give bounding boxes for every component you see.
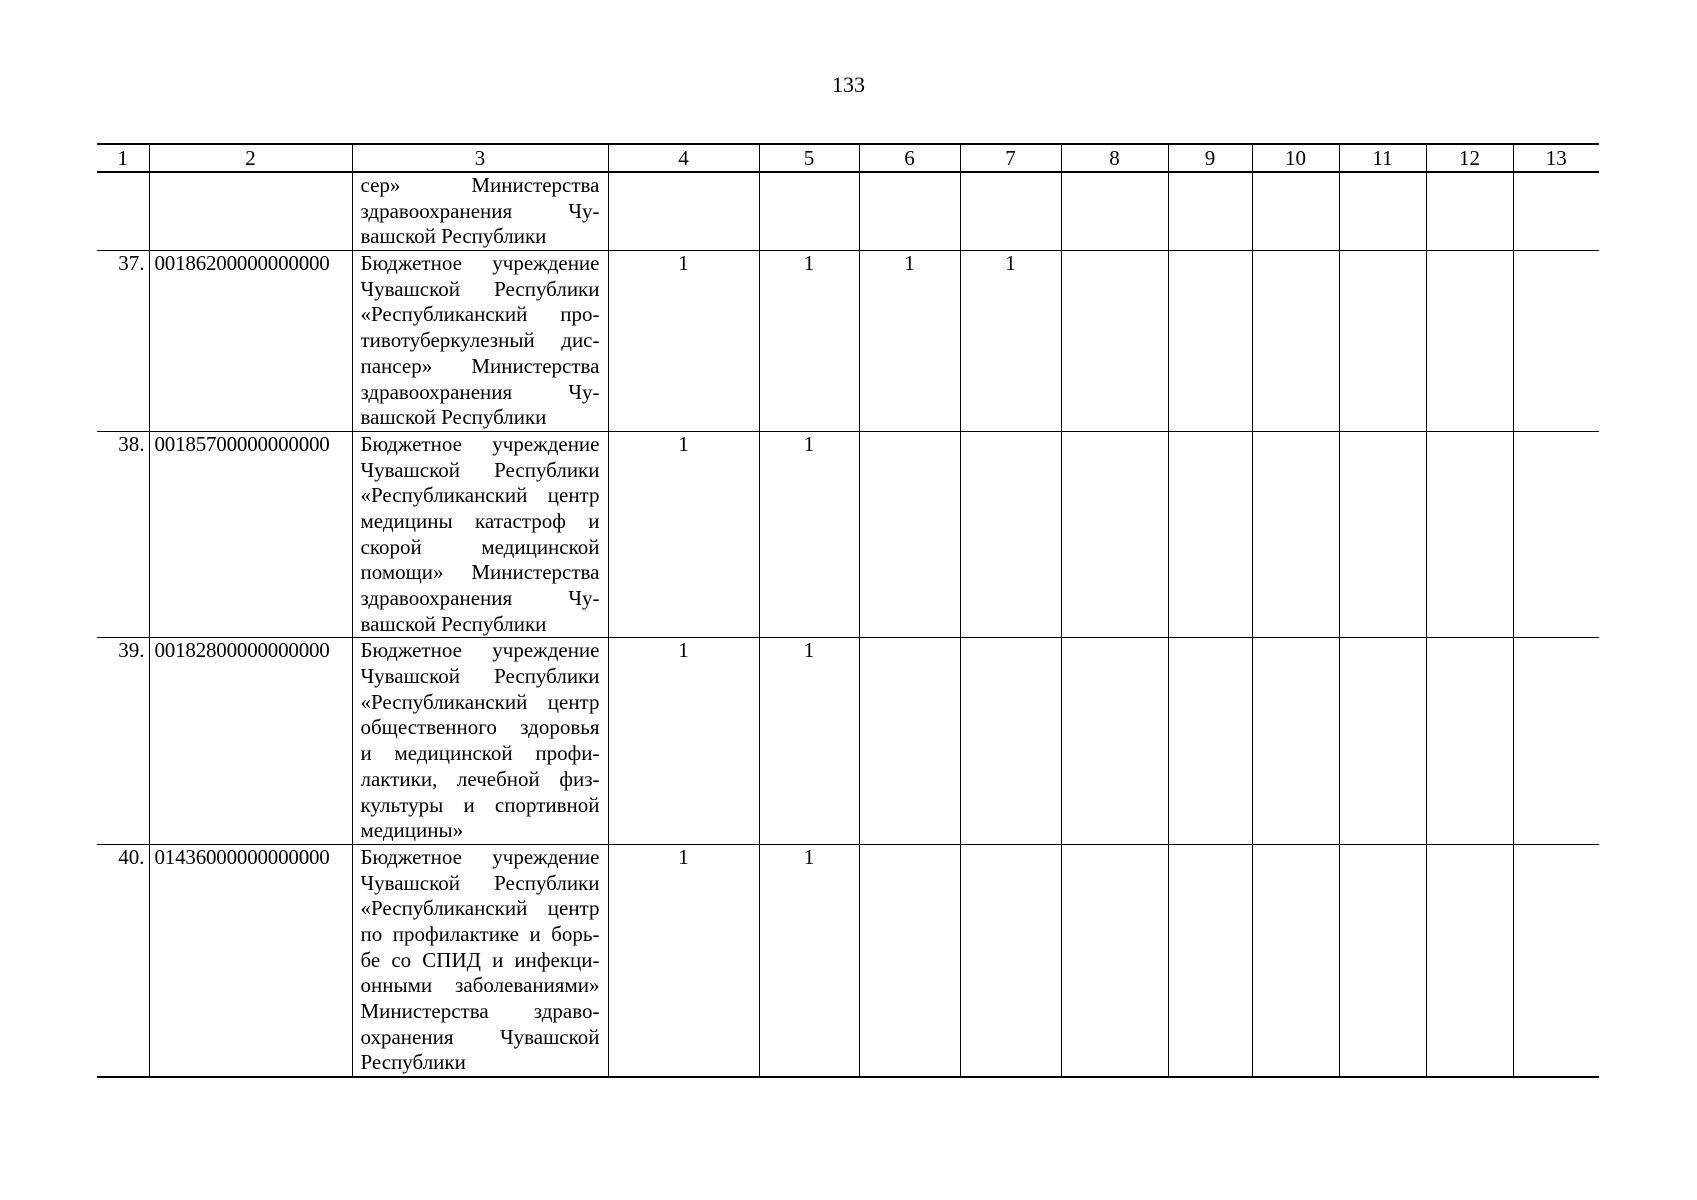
- institution-name-line: «Республиканский центр: [360, 896, 600, 921]
- institution-name-line: помощи» Министерства: [360, 560, 600, 585]
- institution-name: [352, 638, 608, 845]
- table-row: [97, 172, 1599, 251]
- institution-name-line: Чувашской Республики: [360, 664, 600, 689]
- value-cell-col-4: 1: [608, 251, 759, 432]
- value-cell-col-4: [608, 172, 759, 251]
- institution-code: 01436000000000000: [149, 844, 352, 1077]
- institution-name-line: «Республиканский центр: [360, 483, 600, 508]
- table-row: [97, 431, 1599, 638]
- institution-name-line: общественного здоровья: [360, 715, 600, 740]
- value-cell-col-13: [1513, 638, 1599, 845]
- column-header: 9: [1168, 144, 1252, 172]
- value-cell-col-8: [1061, 172, 1168, 251]
- institution-name-line: Бюджетное учреждение: [360, 431, 600, 456]
- institution-name-line: онными заболеваниями»: [360, 973, 600, 998]
- value-cell-col-12: [1426, 638, 1513, 845]
- institution-name-line: скорой медицинской: [360, 534, 600, 559]
- value-cell-col-11: [1339, 431, 1426, 638]
- value-cell-col-11: [1339, 638, 1426, 845]
- value-cell-col-5: [759, 172, 859, 251]
- value-cell-col-6: [859, 638, 960, 845]
- value-cell-col-7: [960, 638, 1061, 845]
- institution-name-line: и медицинской профи-: [360, 741, 600, 766]
- column-header: 12: [1426, 144, 1513, 172]
- institution-name: [352, 844, 608, 1077]
- institution-name-line: Бюджетное учреждение: [360, 251, 600, 276]
- value-cell-col-13: [1513, 172, 1599, 251]
- institution-name: [352, 431, 608, 638]
- row-number: 38.: [97, 431, 149, 638]
- value-cell-col-9: [1168, 431, 1252, 638]
- institution-name-line: Республики: [360, 1050, 466, 1075]
- institution-name-line: здравоохранения Чу-: [360, 586, 600, 610]
- column-header: 10: [1252, 144, 1339, 172]
- column-header: 7: [960, 144, 1061, 172]
- value-cell-col-11: [1339, 251, 1426, 432]
- value-cell-col-6: [859, 172, 960, 251]
- value-cell-col-6: 1: [859, 251, 960, 432]
- value-cell-col-10: [1252, 172, 1339, 251]
- institution-name-line: Министерства здраво-: [360, 999, 600, 1023]
- value-cell-col-5: 1: [759, 251, 859, 432]
- institution-name-line: «Республиканский центр: [360, 689, 600, 714]
- column-header: 2: [149, 144, 352, 172]
- value-cell-col-8: [1061, 431, 1168, 638]
- value-cell-col-12: [1426, 172, 1513, 251]
- value-cell-col-7: 1: [960, 251, 1061, 432]
- institution-name: [352, 172, 608, 251]
- value-cell-col-7: [960, 172, 1061, 251]
- value-cell-col-6: [859, 844, 960, 1077]
- institution-name-line: вашской Республики: [360, 611, 547, 636]
- institution-name-line: культуры и спортивной: [360, 792, 600, 817]
- row-number: 37.: [97, 251, 149, 432]
- value-cell-col-13: [1513, 251, 1599, 432]
- value-cell-col-8: [1061, 844, 1168, 1077]
- table-row: [97, 638, 1599, 845]
- value-cell-col-10: [1252, 638, 1339, 845]
- value-cell-col-4: 1: [608, 638, 759, 845]
- value-cell-col-4: 1: [608, 431, 759, 638]
- institution-name-line: по профилактике и борь-: [360, 921, 600, 946]
- value-cell-col-12: [1426, 251, 1513, 432]
- value-cell-col-13: [1513, 431, 1599, 638]
- value-cell-col-5: 1: [759, 431, 859, 638]
- column-header: 6: [859, 144, 960, 172]
- value-cell-col-9: [1168, 251, 1252, 432]
- column-header: 1: [97, 144, 149, 172]
- page-number: 133: [832, 72, 865, 97]
- value-cell-col-6: [859, 431, 960, 638]
- value-cell-col-9: [1168, 844, 1252, 1077]
- value-cell-col-12: [1426, 844, 1513, 1077]
- column-number-row: [97, 144, 1599, 172]
- row-number: [97, 172, 149, 251]
- value-cell-col-11: [1339, 844, 1426, 1077]
- institution-name-line: сер» Министерства: [360, 173, 600, 197]
- row-number: 40.: [97, 844, 149, 1077]
- column-header: 4: [608, 144, 759, 172]
- value-cell-col-5: 1: [759, 844, 859, 1077]
- value-cell-col-13: [1513, 844, 1599, 1077]
- column-header: 8: [1061, 144, 1168, 172]
- institution-name-line: Чувашской Республики: [360, 870, 600, 895]
- column-header: 3: [352, 144, 608, 172]
- value-cell-col-10: [1252, 844, 1339, 1077]
- institution-name-line: Чувашской Республики: [360, 276, 600, 301]
- table-row: [97, 251, 1599, 432]
- institution-name-line: лактики, лечебной физ-: [360, 766, 600, 791]
- institution-code: 00182800000000000: [149, 638, 352, 845]
- institution-name-line: здравоохранения Чу-: [360, 198, 600, 223]
- value-cell-col-8: [1061, 251, 1168, 432]
- institution-code: [149, 172, 352, 251]
- institution-name-line: «Республиканский про-: [360, 302, 600, 327]
- value-cell-col-10: [1252, 251, 1339, 432]
- institution-name-line: пансер» Министерства: [360, 353, 600, 378]
- value-cell-col-9: [1168, 172, 1252, 251]
- institution-name-line: здравоохранения Чу-: [360, 379, 600, 404]
- institution-name-line: бе со СПИД и инфекци-: [360, 947, 600, 972]
- row-number: 39.: [97, 638, 149, 845]
- value-cell-col-12: [1426, 431, 1513, 638]
- data-table: [97, 143, 1599, 1078]
- institution-code: 00185700000000000: [149, 431, 352, 638]
- value-cell-col-4: 1: [608, 844, 759, 1077]
- institution-name: [352, 251, 608, 432]
- table-row: [97, 844, 1599, 1077]
- institution-code: 00186200000000000: [149, 251, 352, 432]
- value-cell-col-9: [1168, 638, 1252, 845]
- column-header: 11: [1339, 144, 1426, 172]
- institution-name-line: вашской Республики: [360, 405, 547, 430]
- institution-name-line: медицины катастроф и: [360, 508, 600, 533]
- table-body: [97, 172, 1599, 1077]
- institution-name-line: Бюджетное учреждение: [360, 844, 600, 869]
- value-cell-col-10: [1252, 431, 1339, 638]
- column-header: 5: [759, 144, 859, 172]
- value-cell-col-8: [1061, 638, 1168, 845]
- institution-name-line: медицины»: [360, 818, 464, 843]
- institution-name-line: охранения Чувашской: [360, 1024, 600, 1049]
- institution-name-line: Чувашской Республики: [360, 457, 600, 482]
- value-cell-col-7: [960, 844, 1061, 1077]
- institution-name-line: тивотуберкулезный дис-: [360, 328, 600, 353]
- value-cell-col-5: 1: [759, 638, 859, 845]
- institution-name-line: вашской Республики: [360, 224, 547, 249]
- column-header: 13: [1513, 144, 1599, 172]
- value-cell-col-11: [1339, 172, 1426, 251]
- institution-name-line: Бюджетное учреждение: [360, 638, 600, 663]
- value-cell-col-7: [960, 431, 1061, 638]
